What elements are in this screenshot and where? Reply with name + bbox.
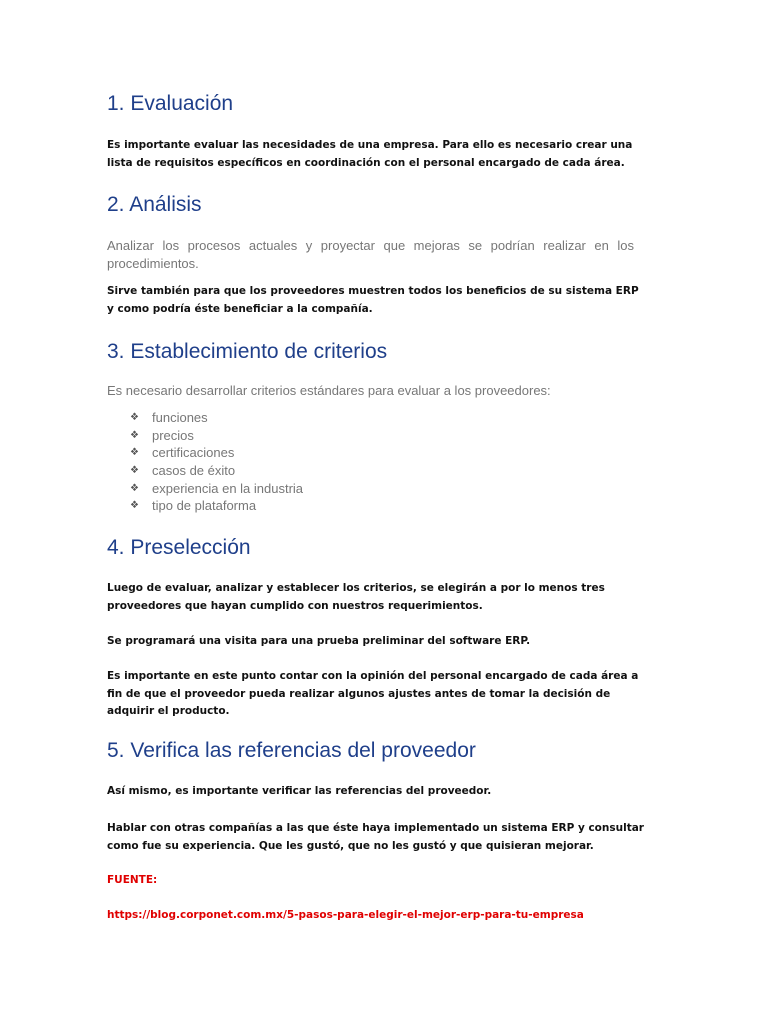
referencias-paragraph-1: Así mismo, es importante verificar las referencias del proveedor.: [107, 785, 492, 797]
list-item-label: precios: [152, 427, 194, 443]
preseleccion-paragraph-2: Se programará una visita para una prueba preliminar del software ERP.: [107, 635, 531, 647]
preseleccion-paragraph-3: Es importante en este punto contar con la opinión del personal encargado de cada área a fin de que el proveedor pueda realizar algunos ajustes antes de tomar la decisión de adquirir el producto.: [107, 670, 639, 717]
criterios-list: [130, 409, 303, 515]
criterios-intro: Es necesario desarrollar criterios estándares para evaluar a los proveedores:: [107, 383, 551, 398]
source-link[interactable]: https://blog.corponet.com.mx/5-pasos-para-elegir-el-mejor-erp-para-tu-empresa: [107, 909, 584, 921]
diamond-bullet-icon: ❖: [130, 465, 139, 477]
list-item-label: experiencia en la industria: [152, 480, 304, 496]
diamond-bullet-icon: ❖: [130, 482, 139, 494]
diamond-bullet-icon: ❖: [130, 447, 139, 459]
diamond-bullet-icon: ❖: [130, 500, 139, 512]
analisis-intro: Analizar los procesos actuales y proyectar que mejoras se podrían realizar en los procedimientos.: [107, 238, 634, 271]
list-item: [130, 480, 303, 498]
list-item: [130, 444, 303, 462]
list-item: [130, 462, 303, 480]
list-item: [130, 427, 303, 445]
source-label: FUENTE:: [107, 874, 158, 886]
evaluacion-paragraph: Es importante evaluar las necesidades de una empresa. Para ello es necesario crear una lista de requisitos específicos en coordinación con el personal encargado de cada área.: [107, 139, 633, 169]
list-item-label: tipo de plataforma: [152, 498, 257, 514]
list-item-label: certificaciones: [152, 445, 235, 461]
section-heading-preseleccion: 4. Preselección: [107, 536, 251, 559]
section-heading-referencias: 5. Verifica las referencias del proveedor: [107, 739, 476, 762]
section-heading-evaluacion: 1. Evaluación: [107, 92, 234, 115]
referencias-paragraph-2: Hablar con otras compañías a las que éste haya implementado un sistema ERP y consultar como fue su experiencia. Que les gustó, que no les gustó y que quisieran mejorar.: [107, 822, 644, 852]
list-item: [130, 497, 303, 515]
section-heading-criterios: 3. Establecimiento de criterios: [107, 340, 388, 363]
preseleccion-paragraph-1: Luego de evaluar, analizar y establecer los criterios, se elegirán a por lo menos tres proveedores que hayan cumplido con nuestros requerimientos.: [107, 582, 605, 612]
diamond-bullet-icon: ❖: [130, 429, 139, 441]
diamond-bullet-icon: ❖: [130, 412, 139, 423]
section-heading-analisis: 2. Análisis: [107, 193, 202, 216]
list-item-label: casos de éxito: [152, 463, 236, 479]
list-item: [130, 409, 303, 427]
list-item-label: funciones: [152, 410, 208, 425]
analisis-paragraph: Sirve también para que los proveedores muestren todos los beneficios de su sistema ERP y como podría éste beneficiar a la compañía.: [107, 285, 639, 315]
